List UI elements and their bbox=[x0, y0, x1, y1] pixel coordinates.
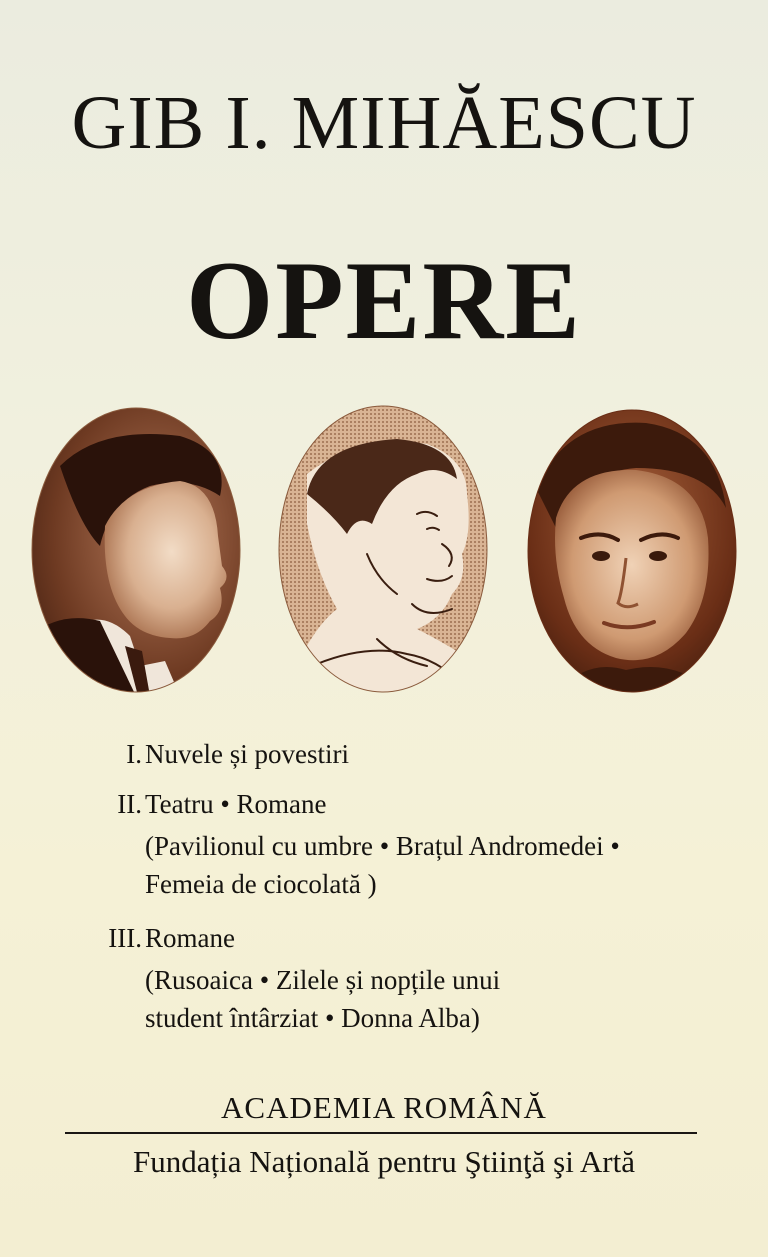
divider bbox=[65, 1132, 697, 1134]
portrait-photo-frontal-icon bbox=[526, 408, 738, 694]
volume-contents-line: Femeia de ciocolată ) bbox=[145, 869, 377, 899]
foundation-name: Fundația Națională pentru Ştiinţă şi Artă bbox=[133, 1144, 635, 1179]
portrait-row bbox=[0, 400, 768, 700]
volume-numeral: III. bbox=[108, 923, 142, 953]
volume-title: Romane bbox=[145, 923, 235, 953]
volume-numeral: II. bbox=[117, 789, 142, 819]
publisher-name: ACADEMIA ROMÂNĂ bbox=[221, 1090, 547, 1125]
volume-contents-line: student întârziat • Donna Alba) bbox=[145, 1003, 480, 1033]
volume-contents-line: (Pavilionul cu umbre • Brațul Andromedei • bbox=[145, 831, 620, 861]
volume-title: Nuvele și povestiri bbox=[145, 739, 349, 769]
volume-title: Teatru • Romane bbox=[145, 789, 327, 819]
volume-contents-line: (Rusoaica • Zilele și nopțile unui bbox=[145, 965, 501, 995]
author-name: GIB I. MIHĂESCU bbox=[71, 81, 697, 165]
portrait-caricature-icon bbox=[277, 404, 489, 694]
book-title: OPERE bbox=[186, 239, 582, 363]
portrait-photo-profile-icon bbox=[30, 406, 242, 694]
volume-numeral: I. bbox=[126, 739, 142, 769]
